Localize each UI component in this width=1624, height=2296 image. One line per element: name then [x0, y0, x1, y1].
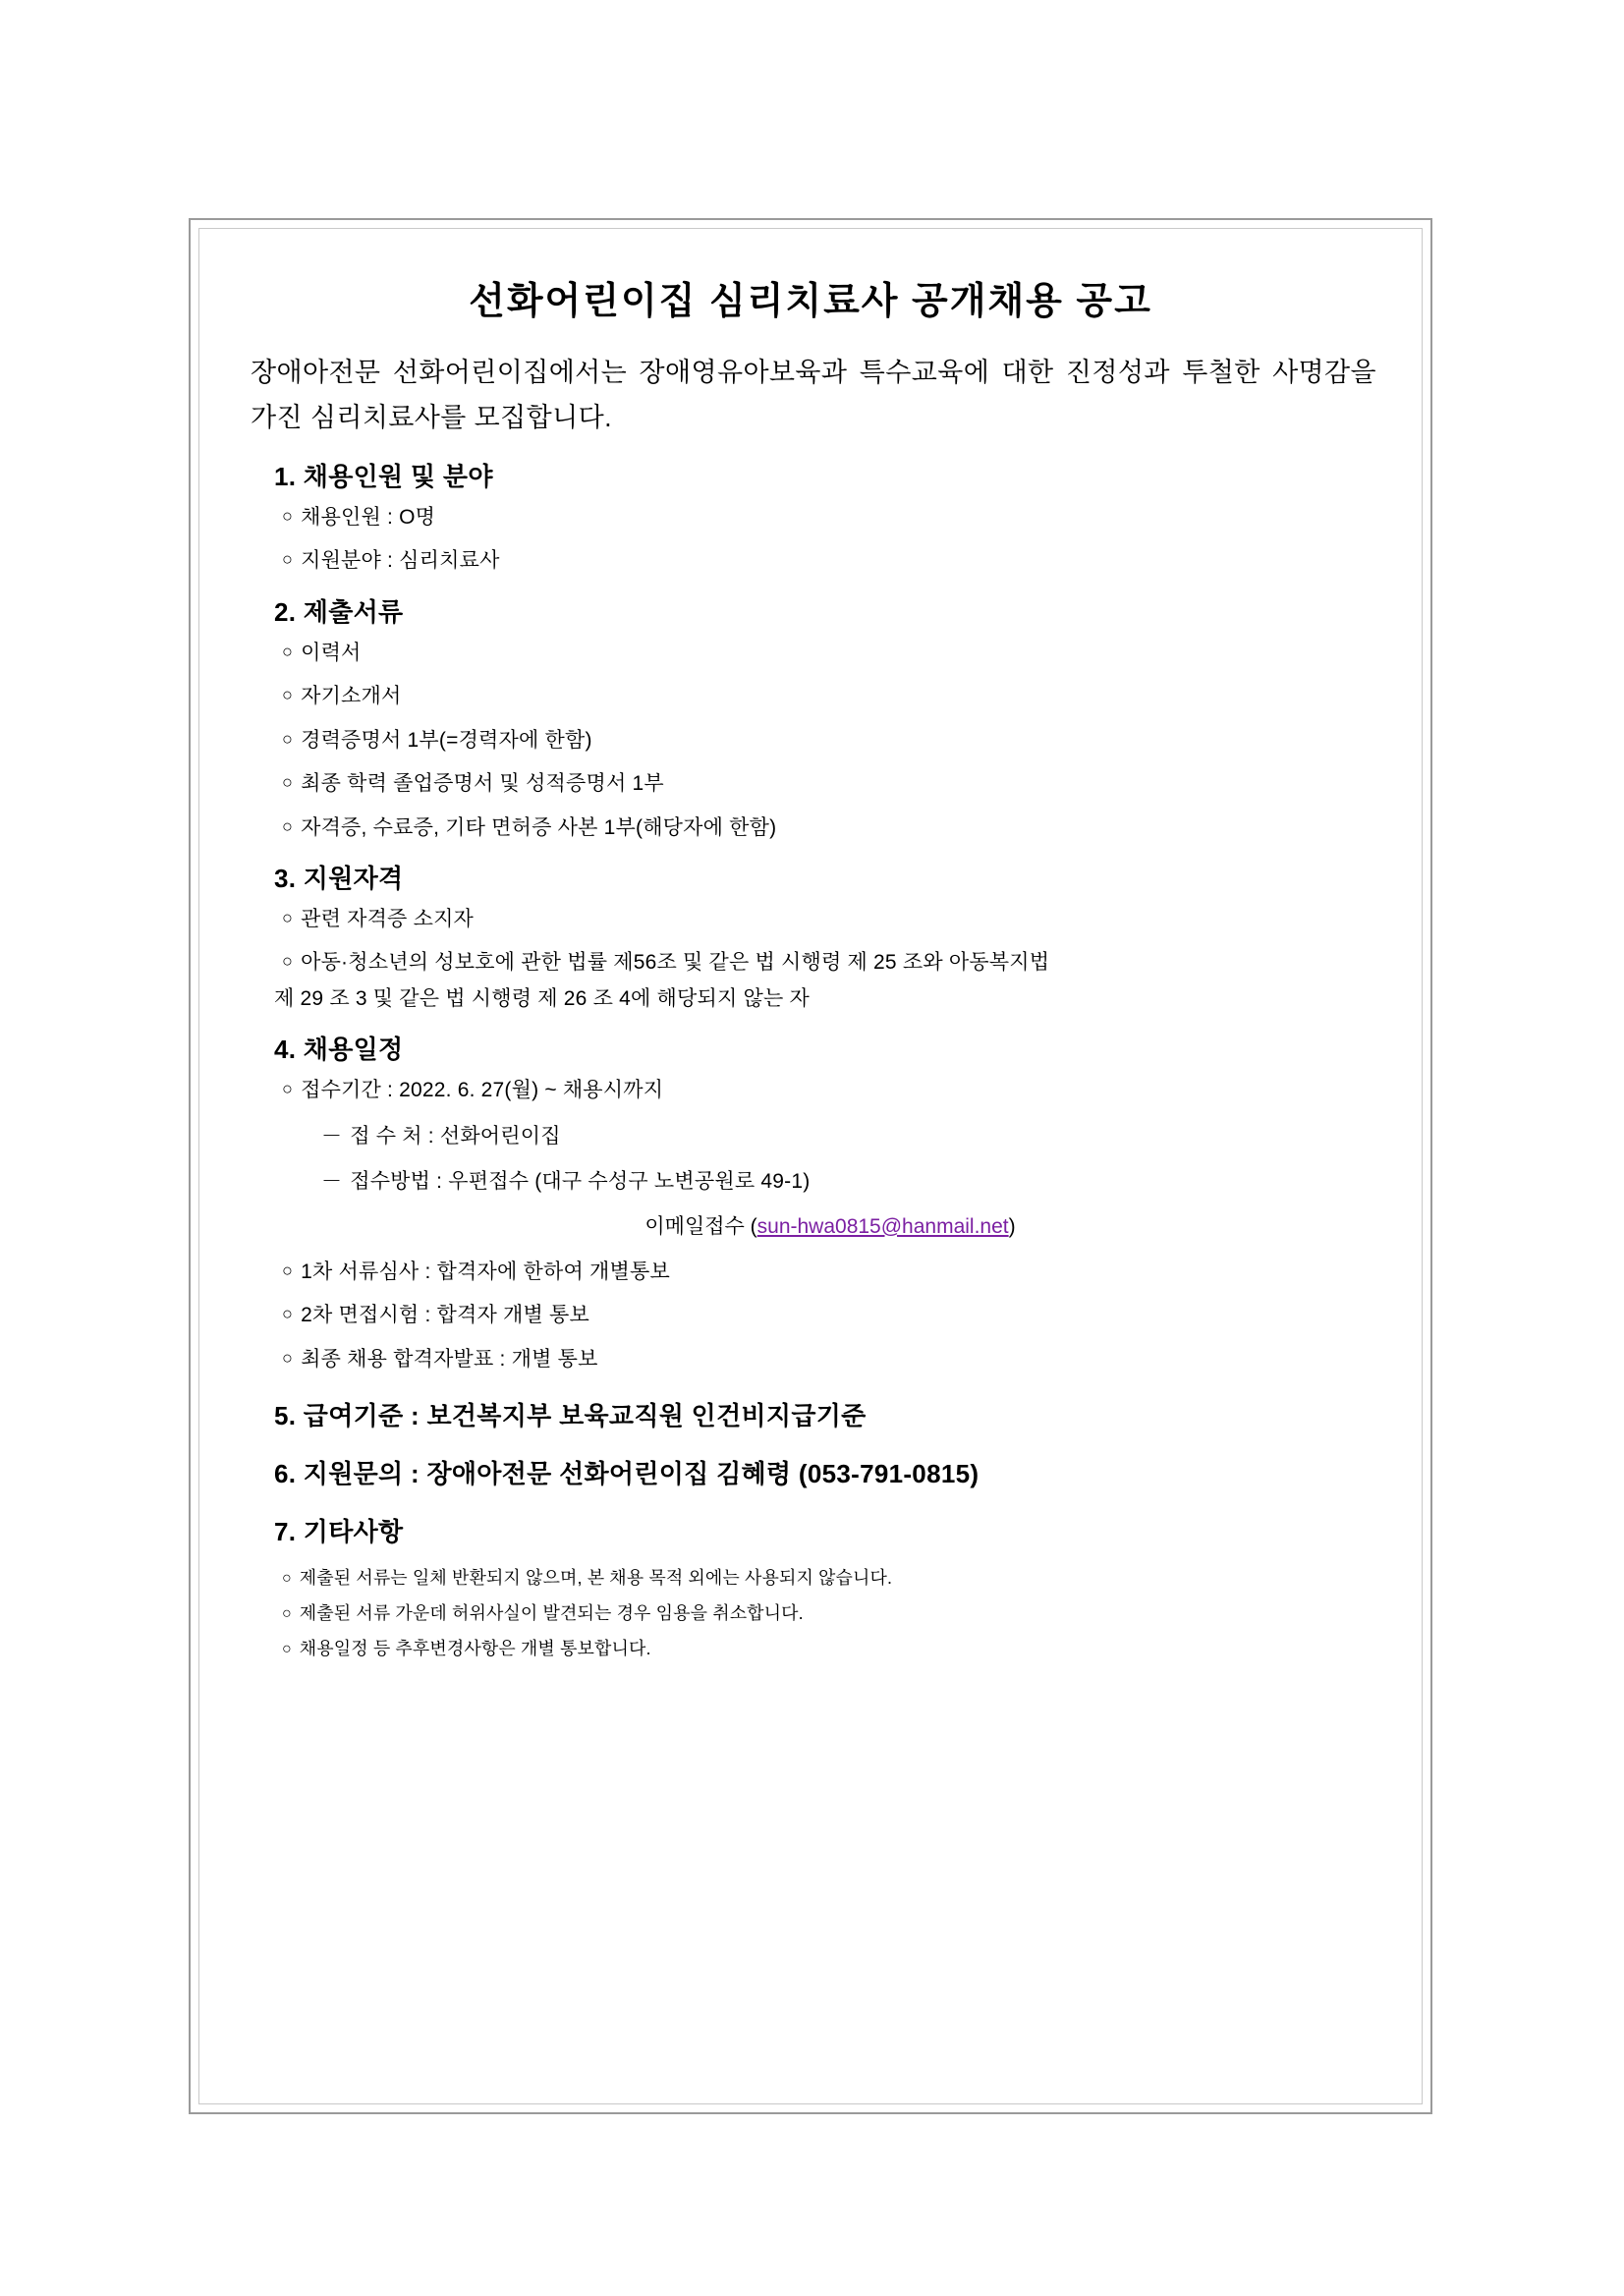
intro-paragraph: 장애아전문 선화어린이집에서는 장애영유아보육과 특수교육에 대한 진정성과 투철한 사명감을 가진 심리치료사를 모집합니다.	[251, 358, 1376, 433]
note-item-label: 채용일정 등 추후변경사항은 개별 통보합니다.	[299, 1639, 651, 1658]
section-heading-1: 1. 채용인원 및 분야	[274, 461, 493, 491]
note-item-label: 제출된 서류 가운데 허위사실이 발견되는 경우 임용을 취소합니다.	[299, 1603, 804, 1623]
list-item-label: 경력증명서 1부(=경력자에 한함)	[301, 728, 592, 752]
email-label: 이메일접수 (	[644, 1214, 757, 1238]
bullet-icon: ○	[282, 1605, 292, 1622]
bullet-icon: ○	[282, 1304, 294, 1324]
dash-icon: －	[321, 1169, 343, 1193]
email-application-line	[239, 1210, 1382, 1240]
list-item-label: 이력서	[301, 641, 362, 664]
bullet-icon: ○	[282, 1260, 294, 1280]
list-item	[282, 769, 1382, 799]
list-item	[282, 813, 1382, 843]
list-item	[282, 1345, 1382, 1374]
list-item-label: 아동·청소년의 성보호에 관한 법률 제56조 및 같은 법 시행령 제 25 조와 아동복지법	[301, 951, 1050, 975]
list-item-label: 1차 서류심사 : 합격자에 한하여 개별통보	[301, 1260, 670, 1283]
list-item	[282, 726, 1382, 756]
bullet-icon: ○	[282, 549, 294, 570]
bullet-icon: ○	[282, 1079, 294, 1099]
list-item-label: 지원분야 : 심리치료사	[301, 549, 500, 573]
bullet-icon: ○	[282, 685, 294, 705]
note-item-label: 제출된 서류는 일체 반환되지 않으며, 본 채용 목적 외에는 사용되지 않습니다.	[299, 1568, 893, 1588]
list-item-label: 자기소개서	[301, 685, 402, 708]
sub-list-item	[321, 1120, 1382, 1149]
list-item-label: 관련 자격증 소지자	[301, 907, 475, 930]
list-item	[282, 639, 1382, 668]
bullet-icon: ○	[282, 907, 294, 927]
bullet-icon: ○	[282, 951, 294, 972]
note-item	[282, 1635, 1382, 1660]
list-item-label: 최종 채용 합격자발표 : 개별 통보	[301, 1347, 598, 1371]
sub-list-item-label: 접수방법 : 우편접수 (대구 수성구 노변공원로 49-1)	[350, 1169, 811, 1193]
dash-icon: －	[321, 1124, 343, 1148]
bullet-icon: ○	[282, 772, 294, 793]
list-item	[282, 905, 1382, 934]
list-item-continuation: 제 29 조 3 및 같은 법 시행령 제 26 조 4에 해당되지 않는 자	[274, 986, 810, 1010]
page-title: 선화어린이집 심리치료사 공개채용 공고	[469, 281, 1152, 322]
list-item-label: 2차 면접시험 : 합격자 개별 통보	[301, 1304, 589, 1327]
section-heading-2: 2. 제출서류	[274, 596, 404, 627]
bullet-icon: ○	[282, 728, 294, 749]
bullet-icon: ○	[282, 1570, 292, 1587]
document-body	[198, 228, 1423, 2104]
list-item	[282, 546, 1382, 576]
bullet-icon: ○	[282, 1641, 292, 1657]
note-item	[282, 1564, 1382, 1590]
sub-list-item-label: 접 수 처 : 선화어린이집	[350, 1124, 561, 1148]
sub-list-item	[321, 1165, 1382, 1195]
section-heading-5: 5. 급여기준 : 보건복지부 보육교직원 인건비지급기준	[274, 1401, 867, 1430]
list-item-label: 자격증, 수료증, 기타 면허증 사본 1부(해당자에 한함)	[301, 815, 777, 839]
note-item	[282, 1599, 1382, 1625]
bullet-icon: ○	[282, 1347, 294, 1368]
section-heading-4: 4. 채용일정	[274, 1035, 404, 1065]
section-heading-7: 7. 기타사항	[274, 1517, 404, 1546]
bullet-icon: ○	[282, 505, 294, 526]
list-item	[282, 1301, 1382, 1330]
list-item-label: 최종 학력 졸업증명서 및 성적증명서 1부	[301, 772, 664, 796]
list-item-label: 채용인원 : O명	[301, 505, 436, 529]
bullet-icon: ○	[282, 641, 294, 661]
email-link[interactable]: sun-hwa0815@hanmail.net	[756, 1214, 1009, 1238]
list-item	[282, 1258, 1382, 1287]
list-item-label: 접수기간 : 2022. 6. 27(월) ~ 채용시까지	[301, 1079, 664, 1102]
section-heading-3: 3. 지원자격	[274, 863, 404, 893]
section-heading-6: 6. 지원문의 : 장애아전문 선화어린이집 김혜령 (053-791-0815)	[274, 1459, 980, 1488]
list-item	[282, 948, 1382, 978]
document-frame	[189, 218, 1432, 2114]
list-item	[282, 503, 1382, 532]
list-item	[282, 682, 1382, 711]
email-close-paren: )	[1008, 1214, 1016, 1238]
list-item	[282, 1076, 1382, 1105]
bullet-icon: ○	[282, 815, 294, 836]
